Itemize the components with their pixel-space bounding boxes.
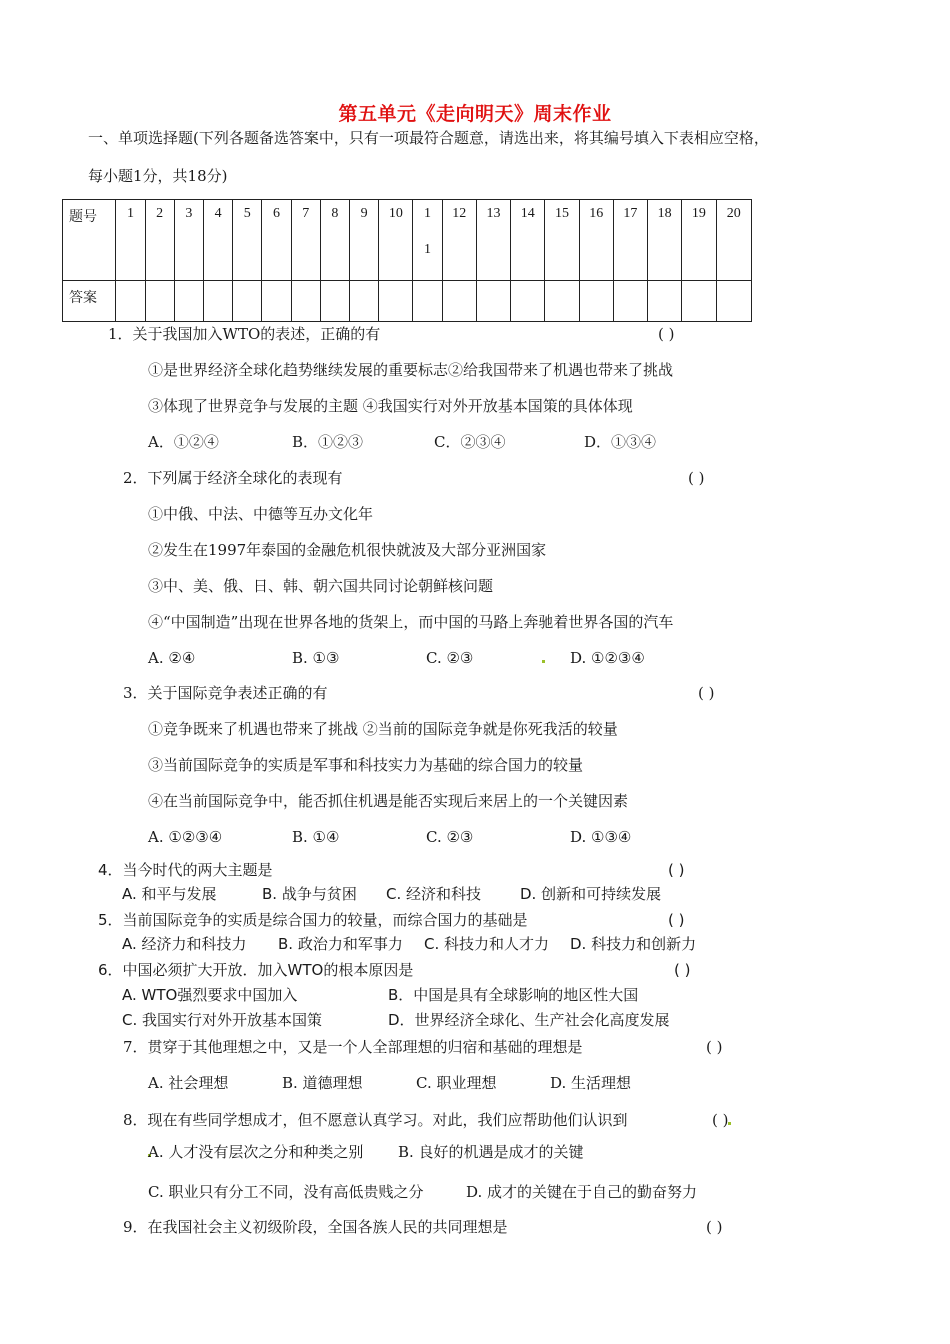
option-d: D．①③④	[584, 433, 657, 451]
statement: ④在当前国际竞争中，能否抓住机遇是能否实现后来居上的一个关键因素	[148, 792, 629, 810]
answer-cell[interactable]	[579, 281, 613, 322]
option-c: C. 职业只有分工不同，没有高低贵贱之分	[148, 1183, 424, 1201]
option-a: A. ②④	[148, 649, 196, 667]
question-number-cell: 4	[203, 200, 232, 281]
answer-cell[interactable]	[291, 281, 320, 322]
question-number-cell: 8	[320, 200, 349, 281]
answer-cell[interactable]	[320, 281, 349, 322]
answer-blank: ( )	[706, 1218, 723, 1236]
question-number-cell: 1	[116, 200, 145, 281]
stray-mark	[542, 660, 545, 663]
row-label-number: 题号	[63, 200, 116, 281]
question-number-cell: 5	[233, 200, 262, 281]
answer-cell[interactable]	[716, 281, 751, 322]
answer-blank: ( )	[698, 684, 715, 702]
option-b: B. ①④	[292, 828, 340, 846]
option-d: D．世界经济全球化、生产社会化高度发展	[388, 1011, 670, 1029]
option-a: A. 社会理想	[148, 1074, 229, 1092]
option-d: D. ①③④	[570, 828, 632, 846]
question-number-cell: 2	[145, 200, 174, 281]
answer-cell[interactable]	[350, 281, 379, 322]
question-number-cell: 9	[350, 200, 379, 281]
question-number-cell: 14	[511, 200, 545, 281]
answer-blank: ( )	[706, 1038, 723, 1056]
option-d: D. 创新和可持续发展	[520, 885, 662, 903]
option-c: C. 经济和科技	[386, 885, 482, 903]
row-label-answer: 答案	[63, 281, 116, 322]
option-d: D. ①②③④	[570, 649, 645, 667]
question-number-cell: 10	[379, 200, 413, 281]
option-b: B. 道德理想	[282, 1074, 363, 1092]
question-stem: 3．关于国际竞争表述正确的有	[123, 684, 328, 702]
question-number-cell: 12	[442, 200, 476, 281]
answer-blank: ( )	[688, 469, 705, 487]
answer-cell[interactable]	[511, 281, 545, 322]
question-number-cell: 7	[291, 200, 320, 281]
answer-table	[62, 199, 752, 322]
split-number-top: 1	[424, 206, 432, 221]
instructions-line-2: 每小题1分，共18分)	[88, 167, 228, 185]
option-c: C. 科技力和人才力	[424, 935, 550, 953]
question-number-cell: 16	[579, 200, 613, 281]
answer-blank: ( )	[668, 861, 685, 879]
option-b: B. 良好的机遇是成才的关键	[398, 1143, 584, 1161]
answer-blank: ( )	[658, 325, 675, 343]
statement: ①是世界经济全球化趋势继续发展的重要标志②给我国带来了机遇也带来了挑战	[148, 361, 674, 379]
question-stem: 4．当今时代的两大主题是	[98, 861, 273, 879]
question-number-cell: 3	[174, 200, 203, 281]
statement: ②发生在1997年泰国的金融危机很快就波及大部分亚洲国家	[148, 541, 547, 559]
option-a: A．①②④	[148, 433, 219, 451]
option-c: C．②③④	[434, 433, 506, 451]
question-stem: 7．贯穿于其他理想之中，又是一个人全部理想的归宿和基础的理想是	[123, 1038, 583, 1056]
question-number-cell: 6	[262, 200, 291, 281]
option-a: A. WTO强烈要求中国加入	[122, 986, 298, 1004]
answer-cell[interactable]	[613, 281, 647, 322]
question-stem: 6．中国必须扩大开放．加入WTO的根本原因是	[98, 961, 414, 979]
option-b: B．中国是具有全球影响的地区性大国	[388, 986, 639, 1004]
stray-mark	[728, 1122, 731, 1125]
option-a: A. ①②③④	[148, 828, 223, 846]
answer-cell[interactable]	[476, 281, 510, 322]
option-d: D. 生活理想	[550, 1074, 632, 1092]
question-number-cell: 17	[613, 200, 647, 281]
option-c: C. ②③	[426, 828, 474, 846]
option-a: A. 经济力和科技力	[122, 935, 247, 953]
answer-cell[interactable]	[262, 281, 291, 322]
option-b: B. 政治力和军事力	[278, 935, 403, 953]
option-d: D. 科技力和创新力	[570, 935, 697, 953]
answer-blank: ( )	[712, 1111, 729, 1129]
question-number-cell: 13	[476, 200, 510, 281]
question-stem: 9．在我国社会主义初级阶段，全国各族人民的共同理想是	[123, 1218, 508, 1236]
statement: ③中、美、俄、日、韩、朝六国共同讨论朝鲜核问题	[148, 577, 494, 595]
answer-blank: ( )	[668, 911, 685, 929]
statement: ①中俄、中法、中德等互办文化年	[148, 505, 374, 523]
answer-cell[interactable]	[682, 281, 716, 322]
option-b: B. 战争与贫困	[262, 885, 357, 903]
answer-cell[interactable]	[203, 281, 232, 322]
option-b: B. ①③	[292, 649, 340, 667]
question-stem: 2．下列属于经济全球化的表现有	[123, 469, 343, 487]
question-stem: 5．当前国际竞争的实质是综合国力的较量，而综合国力的基础是	[98, 911, 528, 929]
option-a: A. 和平与发展	[122, 885, 217, 903]
split-number-bottom: 1	[424, 242, 432, 257]
question-number-cell: 20	[716, 200, 751, 281]
answer-cell[interactable]	[116, 281, 145, 322]
statement: ①竞争既来了机遇也带来了挑战 ②当前的国际竞争就是你死我活的较量	[148, 720, 618, 738]
statement: ③当前国际竞争的实质是军事和科技实力为基础的综合国力的较量	[148, 756, 584, 774]
option-a: A. 人才没有层次之分和种类之别	[148, 1143, 364, 1161]
question-stem: 1．关于我国加入WTO的表述，正确的有	[108, 325, 381, 343]
instructions-line-1: 一、单项选择题(下列各题备选答案中，只有一项最符合题意，请选出来，将其编号填入下表相应空格，	[88, 129, 769, 147]
answer-cell[interactable]	[233, 281, 262, 322]
statement: ④“中国制造”出现在世界各地的货架上，而中国的马路上奔驰着世界各国的汽车	[148, 613, 674, 631]
question-number-cell: 19	[682, 200, 716, 281]
answer-cell[interactable]	[545, 281, 579, 322]
question-number-cell-split	[413, 200, 442, 281]
answer-cell[interactable]	[145, 281, 174, 322]
option-c: C. ②③	[426, 649, 474, 667]
question-number-cell: 15	[545, 200, 579, 281]
answer-cell[interactable]	[648, 281, 682, 322]
question-number-cell: 18	[648, 200, 682, 281]
statement: ③体现了世界竞争与发展的主题 ④我国实行对外开放基本国策的具体体现	[148, 397, 633, 415]
option-c: C. 我国实行对外开放基本国策	[122, 1011, 323, 1029]
option-c: C. 职业理想	[416, 1074, 497, 1092]
answer-cell[interactable]	[413, 281, 442, 322]
answer-blank: ( )	[674, 961, 691, 979]
option-b: B．①②③	[292, 433, 364, 451]
question-stem: 8．现在有些同学想成才，但不愿意认真学习。对此，我们应帮助他们认识到	[123, 1111, 628, 1129]
page-title: 第五单元《走向明天》周末作业	[338, 103, 612, 125]
answer-cell[interactable]	[379, 281, 413, 322]
answer-cell[interactable]	[442, 281, 476, 322]
answer-cell[interactable]	[174, 281, 203, 322]
option-d: D. 成才的关键在于自己的勤奋努力	[466, 1183, 698, 1201]
